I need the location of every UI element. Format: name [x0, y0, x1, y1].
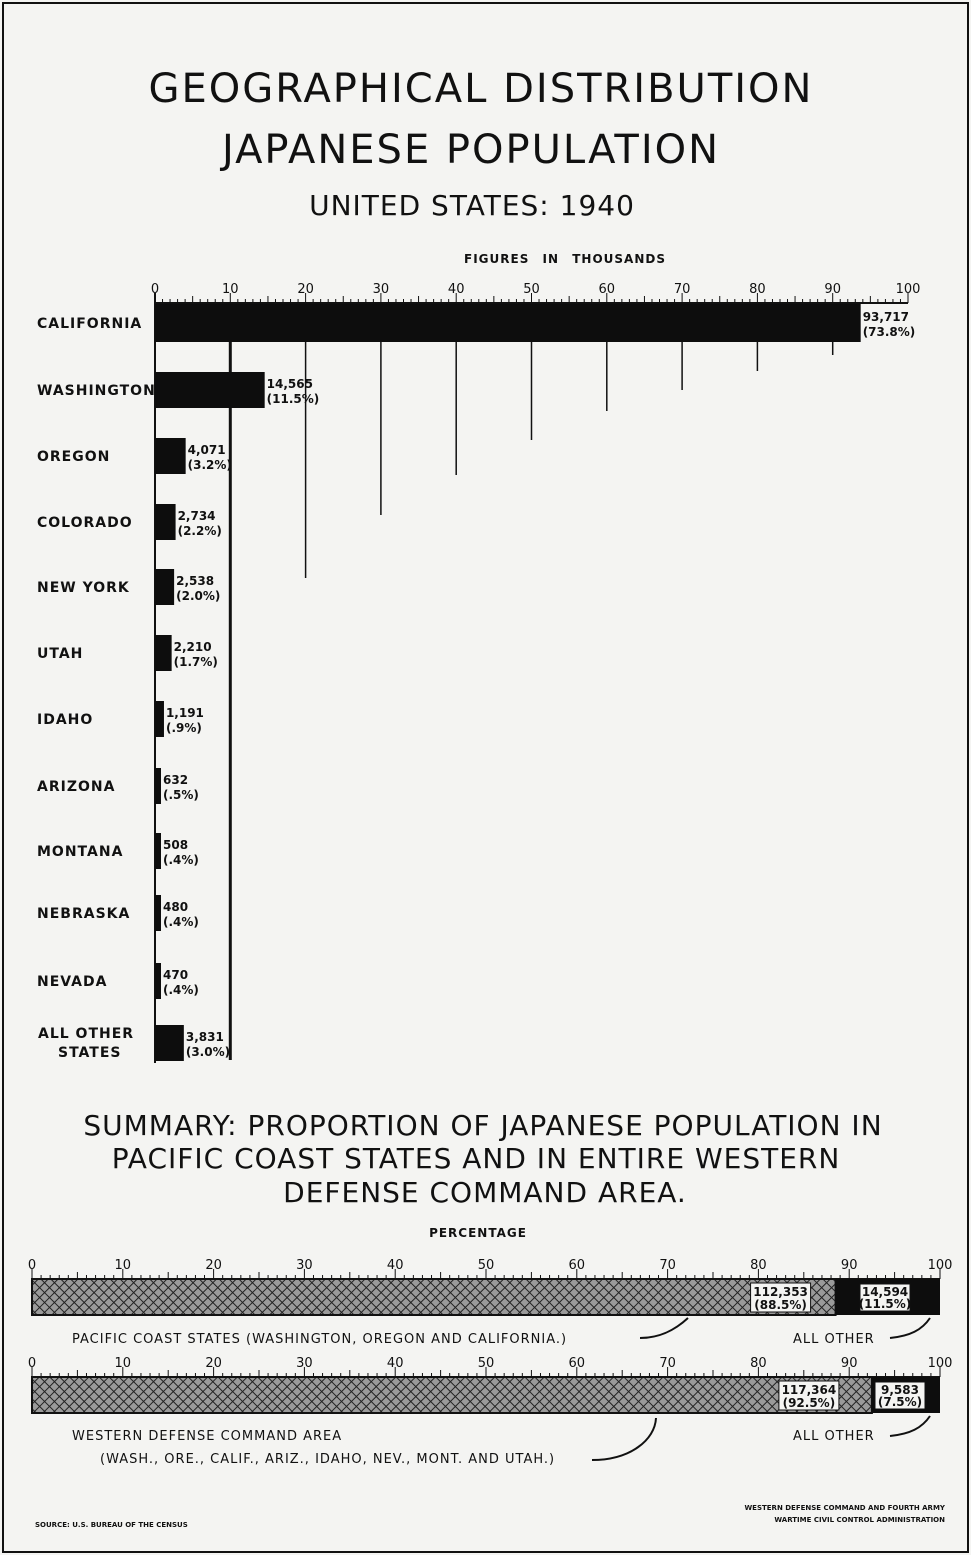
summary-tick-label-90: 90: [840, 1258, 858, 1273]
summary-tick-label-50: 50: [477, 1258, 495, 1273]
percent-label: (3.0%): [185, 1045, 231, 1059]
percent-label: (3.2%): [187, 458, 232, 472]
summary-other-label: ALL OTHER: [793, 1429, 875, 1444]
tick-label-0: 0: [150, 282, 160, 297]
credit-line-1: WESTERN DEFENSE COMMAND AND FOURTH ARMY: [744, 1504, 945, 1512]
summary-title-line-1: SUMMARY: PROPORTION OF JAPANESE POPULATION IN: [83, 1109, 883, 1142]
tick-label-100: 100: [895, 282, 921, 297]
category-label: CALIFORNIA: [37, 316, 143, 332]
percent-label: (.4%): [163, 983, 199, 997]
summary-other-pct: (7.5%): [877, 1395, 923, 1409]
percent-label: (73.8%): [862, 325, 916, 339]
category-label: ALL OTHER: [38, 1026, 135, 1042]
summary-tick-label-60: 60: [568, 1356, 586, 1371]
value-label: 480: [163, 900, 189, 914]
bar-utah: [155, 635, 172, 671]
arrow-icon: [640, 1318, 688, 1338]
x-axis-label: FIGURES IN THOUSANDS: [464, 252, 666, 266]
category-label: IDAHO: [37, 712, 94, 728]
summary-main-pct: (88.5%): [754, 1298, 807, 1312]
tick-label-70: 70: [673, 282, 691, 297]
category-label: NEBRASKA: [37, 906, 131, 922]
summary-tick-label-70: 70: [659, 1356, 676, 1371]
category-label: MONTANA: [37, 844, 124, 860]
category-label: COLORADO: [37, 515, 133, 531]
value-label: 4,071: [187, 443, 226, 457]
value-label: 508: [163, 838, 189, 852]
category-label: ARIZONA: [37, 779, 116, 795]
arrow-icon: [890, 1318, 930, 1338]
tick-label-80: 80: [749, 282, 766, 297]
arrow-icon: [890, 1416, 930, 1436]
percent-label: (.9%): [165, 721, 202, 735]
bar-colorado: [155, 504, 176, 540]
value-label: 470: [163, 968, 189, 982]
category-label: NEVADA: [37, 974, 108, 990]
summary-category-label: PACIFIC COAST STATES (WASHINGTON, OREGON AND CALIFORNIA.): [72, 1332, 568, 1347]
bar-washington: [155, 372, 265, 408]
page-border: [3, 3, 968, 1552]
arrow-icon: [592, 1418, 656, 1460]
summary-other-value: 14,594: [861, 1285, 909, 1299]
value-label: 2,538: [176, 574, 215, 588]
value-label: 1,191: [165, 706, 204, 720]
summary-tick-label-70: 70: [659, 1258, 676, 1273]
summary-tick-label-100: 100: [927, 1258, 953, 1273]
bar-new-york: [155, 569, 174, 605]
summary-title-line-3: DEFENSE COMMAND AREA.: [283, 1176, 687, 1209]
summary-bar-main: [32, 1279, 836, 1315]
percent-label: (2.0%): [176, 589, 221, 603]
tick-label-90: 90: [824, 282, 841, 297]
summary-main-value: 117,364: [781, 1383, 837, 1397]
bar-arizona: [155, 768, 161, 804]
bar-oregon: [155, 438, 186, 474]
percent-label: (1.7%): [173, 655, 218, 669]
summary-bar-main: [32, 1377, 872, 1413]
summary-category-label: WESTERN DEFENSE COMMAND AREA: [72, 1429, 343, 1444]
value-label: 93,717: [862, 310, 910, 324]
summary-tick-label-80: 80: [750, 1356, 767, 1371]
summary-tick-label-40: 40: [386, 1258, 404, 1273]
tick-label-60: 60: [598, 282, 616, 297]
bar-montana: [155, 833, 161, 869]
summary-tick-label-50: 50: [477, 1356, 495, 1371]
percent-label: (11.5%): [266, 392, 320, 406]
percent-label: (.4%): [163, 915, 199, 929]
summary-main-value: 112,353: [753, 1285, 808, 1299]
summary-category-label: (WASH., ORE., CALIF., ARIZ., IDAHO, NEV., MONT. AND UTAH.): [100, 1452, 556, 1467]
summary-tick-label-0: 0: [27, 1356, 37, 1371]
percent-label: (.5%): [163, 788, 199, 802]
summary-tick-label-60: 60: [568, 1258, 586, 1273]
summary-tick-label-20: 20: [205, 1258, 222, 1273]
tick-label-30: 30: [372, 282, 390, 297]
summary-tick-label-80: 80: [750, 1258, 767, 1273]
summary-tick-label-30: 30: [296, 1356, 313, 1371]
percent-label: (.4%): [163, 853, 199, 867]
percent-label: (2.2%): [177, 524, 222, 538]
bar-nevada: [155, 963, 161, 999]
title-line-1: GEOGRAPHICAL DISTRIBUTION: [148, 66, 814, 112]
value-label: 2,734: [177, 509, 216, 523]
summary-tick-label-90: 90: [840, 1356, 858, 1371]
summary-title-line-2: PACIFIC COAST STATES AND IN ENTIRE WESTERN: [111, 1142, 841, 1175]
tick-label-20: 20: [297, 282, 314, 297]
tick-label-10: 10: [222, 282, 239, 297]
category-label: NEW YORK: [37, 580, 130, 596]
summary-other-pct: (11.5%): [858, 1297, 912, 1311]
value-label: 3,831: [185, 1030, 224, 1044]
tick-label-40: 40: [447, 282, 465, 297]
source-note: SOURCE: U.S. BUREAU OF THE CENSUS: [35, 1521, 188, 1529]
bar-california: [155, 304, 861, 342]
bar-nebraska: [155, 895, 161, 931]
summary-tick-label-40: 40: [386, 1356, 404, 1371]
summary-tick-label-30: 30: [296, 1258, 313, 1273]
value-label: 14,565: [266, 377, 313, 391]
summary-tick-label-10: 10: [114, 1258, 132, 1273]
summary-tick-label-20: 20: [205, 1356, 222, 1371]
summary-other-value: 9,583: [881, 1383, 919, 1397]
subtitle: UNITED STATES: 1940: [309, 189, 635, 222]
bar-idaho: [155, 701, 164, 737]
summary-tick-label-10: 10: [114, 1356, 132, 1371]
credit-line-2: WARTIME CIVIL CONTROL ADMINISTRATION: [774, 1516, 945, 1524]
title-line-2: JAPANESE POPULATION: [221, 127, 721, 173]
summary-main-pct: (92.5%): [782, 1396, 836, 1410]
summary-tick-label-0: 0: [27, 1258, 37, 1273]
category-label: STATES: [58, 1045, 122, 1061]
summary-tick-label-100: 100: [927, 1356, 953, 1371]
category-label: UTAH: [37, 646, 84, 662]
value-label: 632: [163, 773, 189, 787]
category-label: WASHINGTON: [37, 383, 156, 399]
summary-x-axis-label: PERCENTAGE: [429, 1226, 527, 1240]
bar-all-other-states: [155, 1025, 184, 1061]
category-label: OREGON: [37, 449, 111, 465]
tick-label-50: 50: [523, 282, 540, 297]
value-label: 2,210: [173, 640, 212, 654]
summary-other-label: ALL OTHER: [793, 1332, 875, 1347]
